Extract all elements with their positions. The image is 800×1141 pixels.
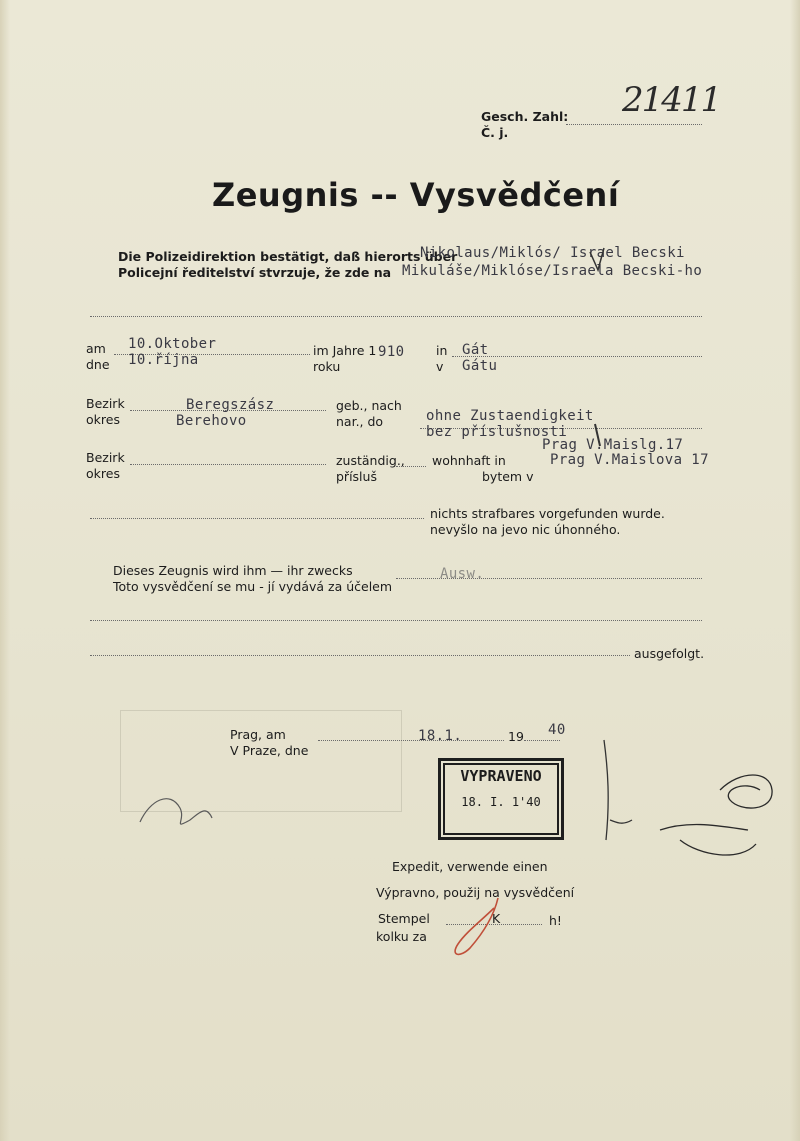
- geb-nach-label: geb., nach: [336, 398, 402, 413]
- purpose-cz: Toto vysvědčení se mu - jí vydává za účelem: [113, 579, 393, 594]
- zustandigkeit-cz: bez příslušnosti: [426, 424, 568, 440]
- bezirk-label-2: Bezirk: [86, 450, 125, 465]
- year-issued: 40: [548, 722, 566, 738]
- check-mark-address: [595, 424, 600, 446]
- intro-cz: Policejní ředitelství stvrzuje, že zde na: [118, 265, 392, 280]
- zustandig-label: zuständig.,: [336, 453, 405, 468]
- century-label: 19: [508, 729, 524, 744]
- initials-scribble: [140, 799, 212, 824]
- address-de: Prag V.Maislg.17: [542, 437, 684, 453]
- purpose-de: Dieses Zeugnis wird ihm — ihr zwecks: [113, 563, 353, 578]
- check-mark-intro: [590, 248, 604, 270]
- name-de-typed: Nikolaus/Miklós/ Israel Becski: [420, 245, 685, 261]
- expedit-line2: Výpravno, použij na vysvědčení: [376, 885, 575, 900]
- stempel-label: Stempel: [378, 911, 430, 926]
- vertical-signature: [604, 740, 632, 840]
- v-praze-label: V Praze, dne: [230, 743, 309, 758]
- district-de: Beregszász: [186, 397, 275, 413]
- result-de: nichts strafbares vorgefunden wurde.: [430, 506, 665, 521]
- im-jahre-label: im Jahre 1: [313, 343, 377, 358]
- birth-place-de: Gát: [462, 342, 489, 358]
- date-issued: 18.1.: [418, 728, 463, 744]
- intro-de: Die Polizeidirektion bestätigt, daß hierorts über: [118, 249, 458, 264]
- h-label: h!: [549, 913, 562, 928]
- nar-do-label: nar., do: [336, 414, 384, 429]
- address-cz: Prag V.Maislova 17: [550, 452, 709, 468]
- gesch-zahl-label: Gesch. Zahl:: [481, 109, 569, 124]
- purpose-value: Ausw.: [440, 566, 485, 582]
- wohnhaft-label: wohnhaft in: [432, 453, 506, 468]
- official-signature: [660, 775, 772, 855]
- bezirk-label-1: Bezirk: [86, 396, 125, 411]
- file-number-handwritten: 21411: [622, 80, 721, 120]
- in-label: in: [436, 343, 448, 358]
- kolku-label: kolku za: [376, 929, 427, 944]
- ausgefolgt-label: ausgefolgt.: [634, 646, 705, 661]
- okres-label-2: okres: [86, 466, 120, 481]
- stamp-title: VYPRAVENO: [460, 767, 542, 785]
- red-pencil-mark: [455, 898, 501, 954]
- district-cz: Berehovo: [176, 413, 247, 429]
- birth-date-cz: 10.října: [128, 352, 199, 368]
- result-cz: nevyšlo na jevo nic úhonného.: [430, 522, 621, 537]
- prislus-label: přísluš: [336, 469, 377, 484]
- stamp-date: 18. I. 1'40: [461, 795, 541, 809]
- expedit-line1: Expedit, verwende einen: [392, 859, 548, 874]
- k-label: K: [492, 911, 501, 926]
- zustandigkeit-de: ohne Zustaendigkeit: [426, 408, 594, 424]
- prag-am-label: Prag, am: [230, 727, 286, 742]
- bytem-label: bytem v: [482, 469, 534, 484]
- cj-label: Č. j.: [481, 125, 509, 140]
- name-cz-typed: Mikuláše/Miklóse/Israela Becski-ho: [402, 263, 703, 279]
- document-title: Zeugnis -- Vysvědčení: [212, 176, 620, 214]
- birth-date-de: 10.Oktober: [128, 336, 217, 352]
- birth-place-cz: Gátu: [462, 358, 498, 374]
- roku-label: roku: [313, 359, 341, 374]
- okres-label-1: okres: [86, 412, 120, 427]
- dne-label: dne: [86, 357, 110, 372]
- birth-year: 910: [378, 344, 405, 360]
- v-label: v: [436, 359, 444, 374]
- am-label: am: [86, 341, 106, 356]
